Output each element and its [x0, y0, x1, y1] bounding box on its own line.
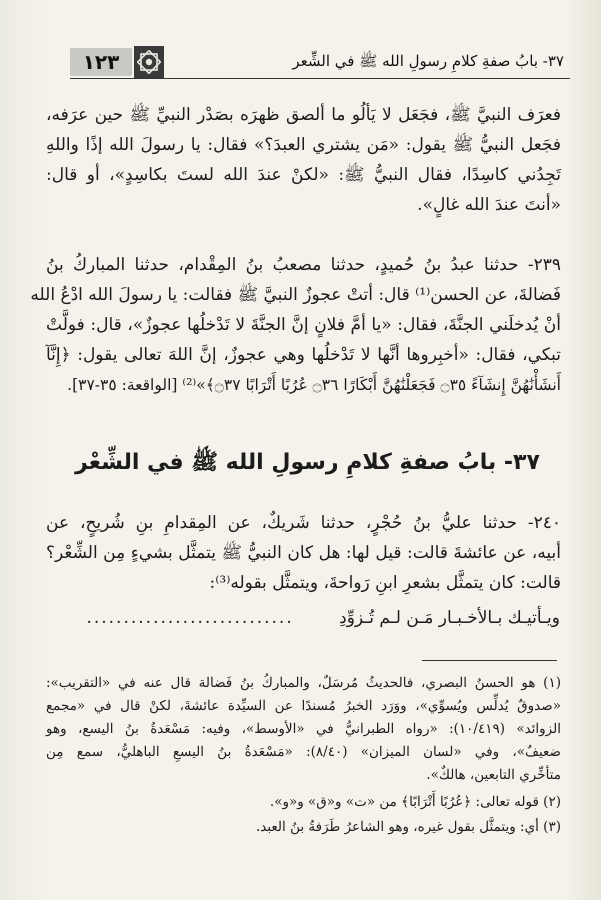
- footnote-line: (٢) قوله تعالى: ﴿عُرُبًا أَتْرَابًا﴾ من «ت» و«ق» و«و».: [269, 794, 561, 810]
- ornament-icon: [134, 46, 164, 78]
- footnote-line: متأخِّري التابعين، هالكٌ».: [426, 767, 561, 783]
- header-rule: [70, 78, 570, 79]
- text-line: فجَعل النبيُّ ﷺ يقول: «مَن يشتري العبدَ؟» فقال: يا رسولَ الله إذًا واللهِ: [46, 135, 561, 155]
- text-line: «أنتَ عندَ الله غالٍ».: [417, 195, 561, 215]
- text-line: قالت: كان يتمثَّل بشعرِ ابنِ رَواحةَ، ويتمثَّل بقوله⁽³⁾:: [209, 573, 561, 593]
- verse-hemistich: ويـأتيـك بـالأخـبـار مَـن لـم تُـزوِّدِ: [339, 608, 560, 628]
- text-line: تبكي، فقال: «أخبِروها أنَّها لا تَدْخلُها وهي عجوزٌ، إنَّ اللهَ تعالى يقول: ﴿إِنَّآ: [46, 345, 561, 365]
- footnote-line: الزوائد» (١٠/٤١٩): «رواه الطبرانيُّ في «الأوسط»، وفيه: مَسْعَدةُ بنُ اليسع، وهو: [46, 721, 562, 737]
- text-line: فعرَف النبيَّ ﷺ، فجَعَل لا يَألُو ما ألصق ظهرَه بصَدْر النبيِّ ﷺ حين عرَفه،: [46, 105, 561, 125]
- page-number: ١٢٣: [70, 48, 132, 76]
- text-line: ٢٣٩- حدثنا عبدُ بنُ حُميدٍ، حدثنا مصعبُ بنُ المِقْدام، حدثنا المباركُ بنُ: [46, 255, 561, 275]
- text-line: تَجِدُني كاسِدًا، فقال النبيُّ ﷺ: «لكنْ عندَ الله لستَ بكاسِدٍ»، أو قال:: [46, 165, 561, 185]
- footnote-line: (١) هو الحسنُ البصري، فالحديثُ مُرسَلٌ، والمباركُ بنُ فَضالة قال عنه في «التقريب»:: [46, 675, 561, 691]
- footnotes: [46, 672, 561, 839]
- quran-verse-line: أَنشَأْنَٰهُنَّ إِنشَآءً ۝٣٥ فَجَعَلْنَٰهُنَّ أَبْكَارًا ۝٣٦ عُرُبًا أَتْرَابًا ۝٣٧﴾»⁽²⁾ [الواقعة: ٣٥-٣٧].: [67, 376, 561, 394]
- footnote-rule: [422, 660, 557, 661]
- verse-dots: ............................: [86, 608, 294, 628]
- footnote-line: «صدوقٌ يُدلِّس ويُسوِّي»، ووَرَد الخبرُ مُسندًا عن السيِّدة عائشةَ، لكنْ قال في «مجمع: [46, 698, 561, 714]
- footnote-line: ضعيفٌ»، وفي «لسان الميزان» (٨/٤٠): «مَسْعَدةُ بنُ اليسعِ الباهليُّ، سمع مِن: [46, 744, 561, 760]
- text-line: أنْ يُدخلَني الجنَّةَ، فقال: «يا أمَّ فلانٍ إنَّ الجنَّةَ لا تَدْخلُها عجوزٌ»، قال: فولَّتْ: [46, 315, 561, 335]
- page-header: [70, 44, 570, 84]
- poetry-verse: [60, 608, 560, 628]
- chapter-heading: ٣٧- بابُ صفةِ كلامِ رسولِ الله ﷺ في الشِّعْر: [75, 450, 540, 475]
- paragraph-continuation: [46, 100, 561, 220]
- footnote-line: (٣) أي: ويتمثَّل بقول غيره، وهو الشاعرُ طَرَفةُ بنُ العبد.: [255, 819, 561, 835]
- text-line: ٢٤٠- حدثنا عليُّ بنُ حُجْرٍ، حدثنا شَريكٌ، عن المِقدامِ بنِ شُريحٍ، عن: [46, 513, 561, 533]
- hadith-240: [46, 508, 561, 598]
- hadith-239: [30, 250, 561, 400]
- text-line: فَضالةَ، عن الحسن⁽¹⁾ قال: أتتْ عجوزٌ النبيَّ ﷺ فقالت: يا رسولَ الله ادْعُ الله: [30, 285, 561, 305]
- text-line: أبيه، عن عائشةَ قالت: قيل لها: هل كان النبيُّ ﷺ يتمثَّل بشيءٍ مِن الشِّعْر؟: [46, 543, 561, 563]
- running-title: ٣٧- بابُ صفةِ كلامِ رسولِ الله ﷺ في الشِّعر: [292, 52, 564, 70]
